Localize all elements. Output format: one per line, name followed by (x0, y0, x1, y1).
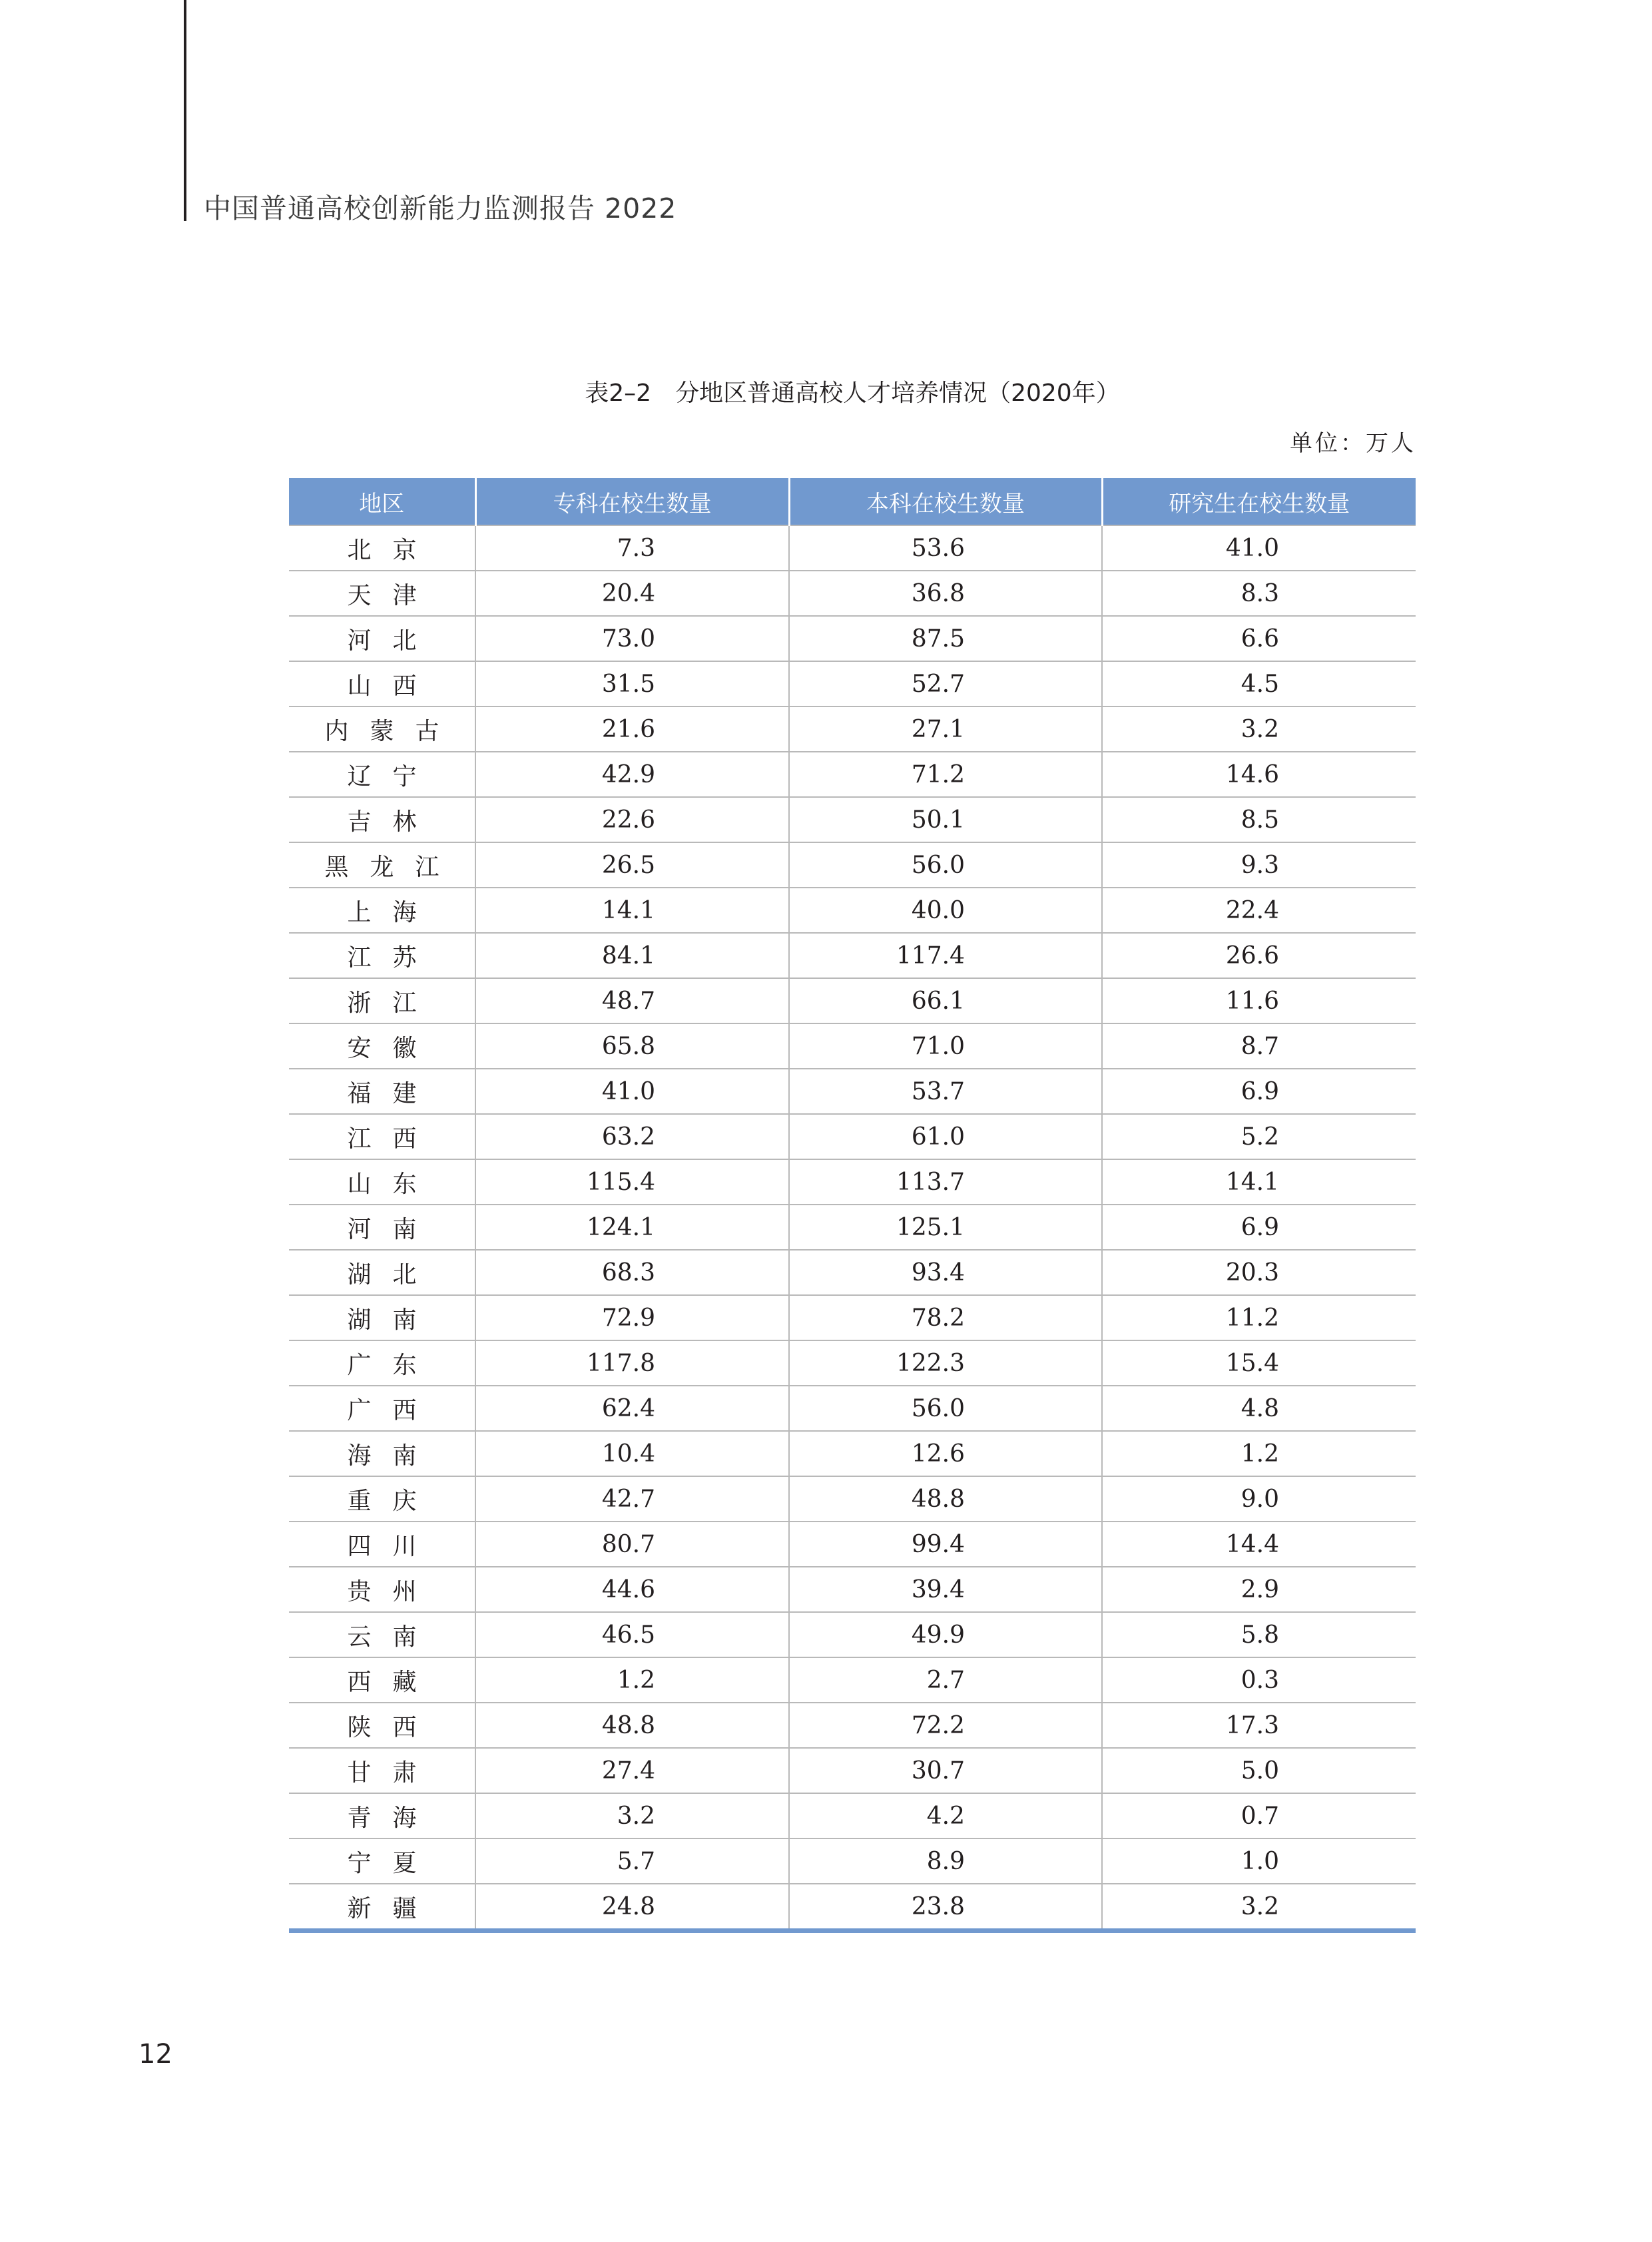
table-row (289, 1386, 1416, 1431)
cell-junior-college: 72.9 (475, 1295, 789, 1340)
cell-region: 海南 (289, 1431, 475, 1476)
cell-graduate: 9.0 (1102, 1476, 1416, 1522)
table-row (289, 1340, 1416, 1386)
table-row (289, 1703, 1416, 1748)
table-row (289, 842, 1416, 888)
cell-graduate: 6.9 (1102, 1205, 1416, 1250)
cell-region: 上海 (289, 888, 475, 933)
cell-junior-college: 124.1 (475, 1205, 789, 1250)
cell-undergraduate: 53.6 (789, 525, 1102, 571)
table-body (289, 525, 1416, 1928)
cell-region: 天津 (289, 571, 475, 616)
column-header-undergraduate: 本科在校生数量 (789, 478, 1102, 525)
table-row (289, 1838, 1416, 1884)
table-row (289, 1250, 1416, 1295)
cell-junior-college: 48.7 (475, 978, 789, 1023)
cell-region: 河南 (289, 1205, 475, 1250)
cell-undergraduate: 27.1 (789, 706, 1102, 752)
cell-junior-college: 5.7 (475, 1838, 789, 1884)
cell-region: 安徽 (289, 1023, 475, 1069)
cell-junior-college: 73.0 (475, 616, 789, 661)
data-table (289, 478, 1416, 1928)
table-row (289, 1295, 1416, 1340)
cell-region: 贵州 (289, 1567, 475, 1612)
cell-undergraduate: 99.4 (789, 1522, 1102, 1567)
cell-junior-college: 7.3 (475, 525, 789, 571)
cell-undergraduate: 93.4 (789, 1250, 1102, 1295)
column-header-region: 地区 (289, 478, 475, 525)
cell-graduate: 6.6 (1102, 616, 1416, 661)
cell-junior-college: 27.4 (475, 1748, 789, 1793)
cell-region: 内蒙古 (289, 706, 475, 752)
cell-undergraduate: 8.9 (789, 1838, 1102, 1884)
cell-junior-college: 42.9 (475, 752, 789, 797)
cell-undergraduate: 49.9 (789, 1612, 1102, 1657)
cell-region: 黑龙江 (289, 842, 475, 888)
table-row (289, 933, 1416, 978)
cell-region: 福建 (289, 1069, 475, 1114)
cell-region: 四川 (289, 1522, 475, 1567)
cell-graduate: 3.2 (1102, 1884, 1416, 1928)
table-caption: 表2–2 分地区普通高校人才培养情况（2020年） (585, 380, 1120, 407)
cell-region: 湖北 (289, 1250, 475, 1295)
table-bottom-rule (289, 1928, 1416, 1933)
cell-region: 江西 (289, 1114, 475, 1159)
cell-undergraduate: 78.2 (789, 1295, 1102, 1340)
cell-region: 青海 (289, 1793, 475, 1838)
table-row (289, 797, 1416, 842)
cell-junior-college: 31.5 (475, 661, 789, 706)
cell-undergraduate: 52.7 (789, 661, 1102, 706)
cell-junior-college: 26.5 (475, 842, 789, 888)
cell-region: 湖南 (289, 1295, 475, 1340)
table-row (289, 888, 1416, 933)
cell-undergraduate: 50.1 (789, 797, 1102, 842)
cell-graduate: 2.9 (1102, 1567, 1416, 1612)
cell-undergraduate: 48.8 (789, 1476, 1102, 1522)
table-row (289, 1748, 1416, 1793)
cell-graduate: 5.0 (1102, 1748, 1416, 1793)
cell-undergraduate: 12.6 (789, 1431, 1102, 1476)
column-header-junior-college: 专科在校生数量 (475, 478, 789, 525)
cell-undergraduate: 113.7 (789, 1159, 1102, 1205)
table-row (289, 571, 1416, 616)
cell-junior-college: 46.5 (475, 1612, 789, 1657)
cell-graduate: 17.3 (1102, 1703, 1416, 1748)
running-header-title: 中国普通高校创新能力监测报告 2022 (204, 192, 677, 224)
cell-graduate: 8.3 (1102, 571, 1416, 616)
cell-graduate: 11.2 (1102, 1295, 1416, 1340)
table-row (289, 616, 1416, 661)
cell-graduate: 8.5 (1102, 797, 1416, 842)
cell-graduate: 6.9 (1102, 1069, 1416, 1114)
cell-undergraduate: 39.4 (789, 1567, 1102, 1612)
cell-graduate: 11.6 (1102, 978, 1416, 1023)
cell-junior-college: 22.6 (475, 797, 789, 842)
table-row (289, 1567, 1416, 1612)
cell-graduate: 8.7 (1102, 1023, 1416, 1069)
cell-region: 重庆 (289, 1476, 475, 1522)
cell-undergraduate: 71.0 (789, 1023, 1102, 1069)
cell-undergraduate: 30.7 (789, 1748, 1102, 1793)
table-row (289, 1114, 1416, 1159)
header-vertical-rule (184, 0, 186, 221)
table-row (289, 1612, 1416, 1657)
cell-region: 吉林 (289, 797, 475, 842)
cell-undergraduate: 53.7 (789, 1069, 1102, 1114)
cell-junior-college: 84.1 (475, 933, 789, 978)
cell-graduate: 1.2 (1102, 1431, 1416, 1476)
table-header-row (289, 478, 1416, 525)
cell-junior-college: 117.8 (475, 1340, 789, 1386)
cell-graduate: 22.4 (1102, 888, 1416, 933)
cell-graduate: 15.4 (1102, 1340, 1416, 1386)
table-row (289, 1657, 1416, 1703)
cell-undergraduate: 40.0 (789, 888, 1102, 933)
cell-junior-college: 10.4 (475, 1431, 789, 1476)
table-row (289, 1476, 1416, 1522)
cell-undergraduate: 36.8 (789, 571, 1102, 616)
cell-region: 宁夏 (289, 1838, 475, 1884)
table-row (289, 1205, 1416, 1250)
cell-undergraduate: 61.0 (789, 1114, 1102, 1159)
table-row (289, 1431, 1416, 1476)
cell-undergraduate: 56.0 (789, 1386, 1102, 1431)
cell-junior-college: 21.6 (475, 706, 789, 752)
page-number: 12 (138, 2039, 172, 2070)
cell-junior-college: 20.4 (475, 571, 789, 616)
cell-graduate: 1.0 (1102, 1838, 1416, 1884)
cell-junior-college: 14.1 (475, 888, 789, 933)
cell-region: 江苏 (289, 933, 475, 978)
cell-graduate: 41.0 (1102, 525, 1416, 571)
table-row (289, 752, 1416, 797)
cell-graduate: 0.3 (1102, 1657, 1416, 1703)
cell-junior-college: 62.4 (475, 1386, 789, 1431)
cell-junior-college: 68.3 (475, 1250, 789, 1295)
cell-undergraduate: 72.2 (789, 1703, 1102, 1748)
table-row (289, 1023, 1416, 1069)
cell-junior-college: 44.6 (475, 1567, 789, 1612)
cell-graduate: 5.8 (1102, 1612, 1416, 1657)
cell-region: 广东 (289, 1340, 475, 1386)
table-row (289, 1069, 1416, 1114)
cell-undergraduate: 2.7 (789, 1657, 1102, 1703)
cell-graduate: 14.4 (1102, 1522, 1416, 1567)
cell-junior-college: 115.4 (475, 1159, 789, 1205)
cell-junior-college: 80.7 (475, 1522, 789, 1567)
cell-graduate: 5.2 (1102, 1114, 1416, 1159)
cell-graduate: 14.1 (1102, 1159, 1416, 1205)
cell-junior-college: 48.8 (475, 1703, 789, 1748)
cell-region: 北京 (289, 525, 475, 571)
table-row (289, 978, 1416, 1023)
cell-undergraduate: 125.1 (789, 1205, 1102, 1250)
cell-junior-college: 42.7 (475, 1476, 789, 1522)
cell-undergraduate: 4.2 (789, 1793, 1102, 1838)
table-row (289, 1159, 1416, 1205)
cell-junior-college: 41.0 (475, 1069, 789, 1114)
cell-graduate: 4.5 (1102, 661, 1416, 706)
cell-undergraduate: 122.3 (789, 1340, 1102, 1386)
cell-undergraduate: 66.1 (789, 978, 1102, 1023)
cell-region: 云南 (289, 1612, 475, 1657)
cell-region: 西藏 (289, 1657, 475, 1703)
cell-graduate: 26.6 (1102, 933, 1416, 978)
cell-junior-college: 65.8 (475, 1023, 789, 1069)
cell-junior-college: 1.2 (475, 1657, 789, 1703)
cell-undergraduate: 23.8 (789, 1884, 1102, 1928)
table-row (289, 1884, 1416, 1928)
cell-junior-college: 63.2 (475, 1114, 789, 1159)
cell-region: 辽宁 (289, 752, 475, 797)
cell-graduate: 4.8 (1102, 1386, 1416, 1431)
cell-graduate: 9.3 (1102, 842, 1416, 888)
cell-region: 河北 (289, 616, 475, 661)
cell-region: 新疆 (289, 1884, 475, 1928)
cell-region: 山西 (289, 661, 475, 706)
cell-graduate: 0.7 (1102, 1793, 1416, 1838)
cell-undergraduate: 56.0 (789, 842, 1102, 888)
table-row (289, 706, 1416, 752)
cell-region: 浙江 (289, 978, 475, 1023)
cell-junior-college: 24.8 (475, 1884, 789, 1928)
cell-junior-college: 3.2 (475, 1793, 789, 1838)
table-row (289, 1793, 1416, 1838)
cell-undergraduate: 87.5 (789, 616, 1102, 661)
cell-region: 甘肃 (289, 1748, 475, 1793)
column-header-graduate: 研究生在校生数量 (1102, 478, 1416, 525)
cell-region: 广西 (289, 1386, 475, 1431)
cell-undergraduate: 117.4 (789, 933, 1102, 978)
cell-graduate: 3.2 (1102, 706, 1416, 752)
cell-region: 山东 (289, 1159, 475, 1205)
cell-region: 陕西 (289, 1703, 475, 1748)
table-row (289, 661, 1416, 706)
cell-graduate: 14.6 (1102, 752, 1416, 797)
table-row (289, 1522, 1416, 1567)
table-row (289, 525, 1416, 571)
cell-undergraduate: 71.2 (789, 752, 1102, 797)
unit-note: 单位：万人 (1290, 430, 1416, 457)
cell-graduate: 20.3 (1102, 1250, 1416, 1295)
